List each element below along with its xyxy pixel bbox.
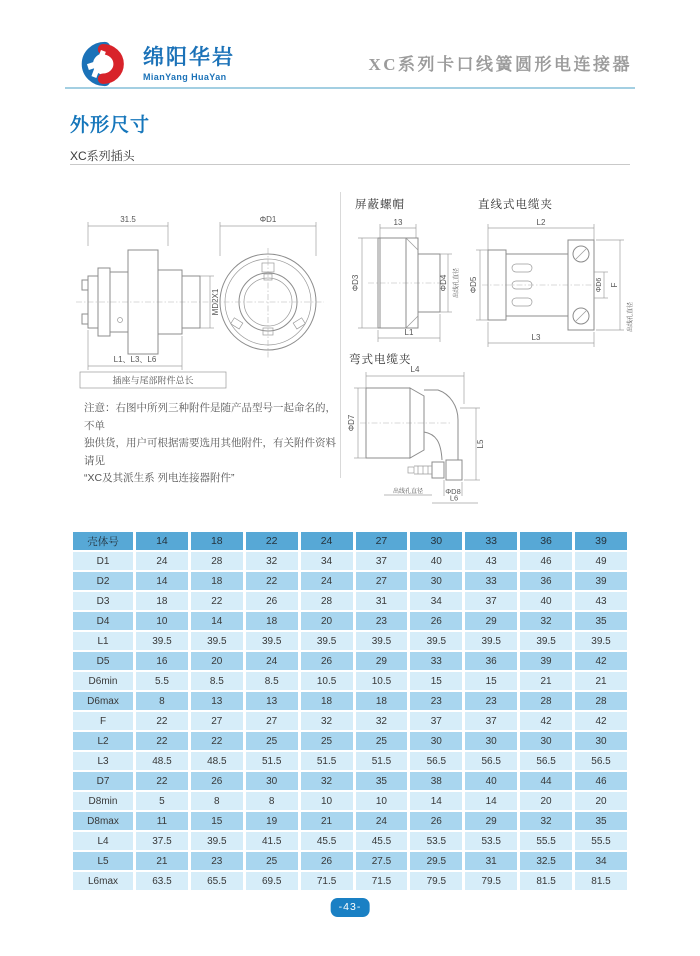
shield-nut-d4-dim: ΦD4	[439, 274, 448, 292]
dimensions-table-body	[73, 552, 627, 890]
value-cell: 32	[246, 552, 298, 570]
value-cell: 39.5	[575, 632, 627, 650]
value-cell: 21	[575, 672, 627, 690]
straight-clamp-hole-label: 出线孔直径	[628, 301, 634, 333]
value-cell: 31	[465, 852, 517, 870]
value-cell: 30	[246, 772, 298, 790]
value-cell: 40	[410, 552, 462, 570]
value-cell: 34	[301, 552, 353, 570]
value-cell: 25	[246, 852, 298, 870]
straight-clamp-drawing	[469, 218, 639, 353]
value-cell: 37.5	[136, 832, 188, 850]
value-cell: 49	[575, 552, 627, 570]
table-header-cell: 27	[356, 532, 408, 550]
value-cell: 51.5	[246, 752, 298, 770]
row-label-cell: D6max	[73, 692, 133, 710]
value-cell: 22	[191, 732, 243, 750]
table-header-cell: 14	[136, 532, 188, 550]
value-cell: 20	[520, 792, 572, 810]
table-row	[73, 692, 627, 710]
value-cell: 14	[136, 572, 188, 590]
value-cell: 22	[136, 732, 188, 750]
table-row	[73, 752, 627, 770]
value-cell: 33	[465, 572, 517, 590]
value-cell: 56.5	[410, 752, 462, 770]
value-cell: 39.5	[191, 832, 243, 850]
value-cell: 24	[136, 552, 188, 570]
value-cell: 32	[520, 812, 572, 830]
value-cell: 69.5	[246, 872, 298, 890]
value-cell: 43	[465, 552, 517, 570]
value-cell: 26	[410, 612, 462, 630]
value-cell: 28	[520, 692, 572, 710]
value-cell: 30	[410, 572, 462, 590]
value-cell: 22	[136, 772, 188, 790]
value-cell: 27	[356, 572, 408, 590]
shield-nut-hole-label: 出线孔直径	[454, 267, 460, 299]
value-cell: 42	[520, 712, 572, 730]
value-cell: 11	[136, 812, 188, 830]
table-row	[73, 832, 627, 850]
value-cell: 56.5	[520, 752, 572, 770]
bent-clamp-l4-dim: L4	[410, 365, 420, 374]
value-cell: 32	[301, 712, 353, 730]
value-cell: 40	[520, 592, 572, 610]
table-header-cell: 18	[191, 532, 243, 550]
value-cell: 40	[465, 772, 517, 790]
value-cell: 18	[301, 692, 353, 710]
value-cell: 27	[246, 712, 298, 730]
value-cell: 79.5	[410, 872, 462, 890]
value-cell: 25	[301, 732, 353, 750]
value-cell: 37	[465, 712, 517, 730]
value-cell: 39	[520, 652, 572, 670]
row-label-cell: L5	[73, 852, 133, 870]
straight-clamp-l2-dim: L2	[536, 218, 546, 227]
value-cell: 26	[301, 852, 353, 870]
value-cell: 29	[356, 652, 408, 670]
value-cell: 28	[191, 552, 243, 570]
value-cell: 16	[136, 652, 188, 670]
value-cell: 39.5	[246, 632, 298, 650]
table-header-cell: 33	[465, 532, 517, 550]
value-cell: 81.5	[520, 872, 572, 890]
table-header-cell: 22	[246, 532, 298, 550]
subtitle-divider	[70, 164, 630, 165]
value-cell: 53.5	[465, 832, 517, 850]
value-cell: 81.5	[575, 872, 627, 890]
row-label-cell: D4	[73, 612, 133, 630]
value-cell: 21	[301, 812, 353, 830]
value-cell: 8	[246, 792, 298, 810]
value-cell: 36	[520, 572, 572, 590]
bent-clamp-l6-dim: L6	[449, 493, 459, 503]
bent-clamp-title: 弯式电缆夹	[349, 354, 412, 366]
value-cell: 13	[246, 692, 298, 710]
value-cell: 21	[520, 672, 572, 690]
note-line-2: 独供货，用户可根据需要选用其他附件，有关附件资料请见	[84, 437, 336, 467]
table-row	[73, 592, 627, 610]
shield-nut-drawing	[350, 218, 472, 348]
value-cell: 35	[575, 612, 627, 630]
row-label-cell: D2	[73, 572, 133, 590]
company-logo	[70, 41, 235, 87]
table-row	[73, 872, 627, 890]
value-cell: 37	[410, 712, 462, 730]
value-cell: 30	[575, 732, 627, 750]
value-cell: 23	[465, 692, 517, 710]
table-row	[73, 792, 627, 810]
value-cell: 46	[575, 772, 627, 790]
value-cell: 15	[410, 672, 462, 690]
logo-text	[143, 46, 235, 82]
value-cell: 39.5	[356, 632, 408, 650]
table-header-cell: 36	[520, 532, 572, 550]
value-cell: 46	[520, 552, 572, 570]
section-title: 外形尺寸	[70, 115, 151, 136]
table-header-cell: 39	[575, 532, 627, 550]
value-cell: 53.5	[410, 832, 462, 850]
value-cell: 29	[465, 812, 517, 830]
value-cell: 10	[356, 792, 408, 810]
value-cell: 31	[356, 592, 408, 610]
value-cell: 20	[191, 652, 243, 670]
value-cell: 27.5	[356, 852, 408, 870]
value-cell: 26	[246, 592, 298, 610]
value-cell: 22	[191, 592, 243, 610]
value-cell: 71.5	[356, 872, 408, 890]
value-cell: 8	[136, 692, 188, 710]
value-cell: 23	[356, 612, 408, 630]
table-header-cell: 30	[410, 532, 462, 550]
value-cell: 15	[191, 812, 243, 830]
table-header-label-cell: 壳体号	[73, 532, 133, 550]
value-cell: 14	[465, 792, 517, 810]
value-cell: 32	[356, 712, 408, 730]
value-cell: 48.5	[136, 752, 188, 770]
value-cell: 20	[301, 612, 353, 630]
value-cell: 14	[191, 612, 243, 630]
value-cell: 22	[136, 712, 188, 730]
value-cell: 24	[246, 652, 298, 670]
dimensions-table	[70, 530, 630, 892]
table-row	[73, 672, 627, 690]
value-cell: 24	[356, 812, 408, 830]
row-label-cell: D7	[73, 772, 133, 790]
row-label-cell: F	[73, 712, 133, 730]
plug-thread-dim: MD2X1	[211, 288, 220, 316]
value-cell: 44	[520, 772, 572, 790]
value-cell: 8.5	[246, 672, 298, 690]
row-label-cell: L4	[73, 832, 133, 850]
value-cell: 30	[465, 732, 517, 750]
value-cell: 5	[136, 792, 188, 810]
value-cell: 39.5	[410, 632, 462, 650]
section-subtitle: XC系列插头	[70, 149, 135, 163]
plug-front-dia-dim: ΦD1	[259, 215, 277, 224]
table-row	[73, 812, 627, 830]
value-cell: 15	[465, 672, 517, 690]
value-cell: 37	[465, 592, 517, 610]
row-label-cell: D5	[73, 652, 133, 670]
value-cell: 35	[356, 772, 408, 790]
value-cell: 42	[575, 712, 627, 730]
bent-clamp-l5-dim: L5	[476, 439, 485, 449]
plug-width-dim: 31.5	[120, 215, 136, 224]
table-row	[73, 632, 627, 650]
row-label-cell: L3	[73, 752, 133, 770]
straight-clamp-title: 直线式电缆夹	[478, 199, 553, 211]
value-cell: 19	[246, 812, 298, 830]
value-cell: 32	[301, 772, 353, 790]
value-cell: 42	[575, 652, 627, 670]
value-cell: 22	[246, 572, 298, 590]
value-cell: 10.5	[301, 672, 353, 690]
value-cell: 21	[136, 852, 188, 870]
table-header-row	[73, 532, 627, 550]
value-cell: 63.5	[136, 872, 188, 890]
value-cell: 39.5	[301, 632, 353, 650]
value-cell: 18	[136, 592, 188, 610]
value-cell: 24	[301, 572, 353, 590]
shield-nut-l1-dim: L1	[404, 328, 414, 337]
value-cell: 25	[356, 732, 408, 750]
value-cell: 37	[356, 552, 408, 570]
bent-clamp-hole-label: 出线孔直径	[392, 489, 424, 495]
value-cell: 18	[191, 572, 243, 590]
logo-name-cn: 绵阳华岩	[143, 46, 235, 69]
value-cell: 39	[575, 572, 627, 590]
row-label-cell: L2	[73, 732, 133, 750]
value-cell: 39.5	[465, 632, 517, 650]
straight-clamp-f-dim: F	[610, 282, 619, 288]
value-cell: 13	[191, 692, 243, 710]
value-cell: 79.5	[465, 872, 517, 890]
value-cell: 34	[410, 592, 462, 610]
value-cell: 43	[575, 592, 627, 610]
note-line-3: “XC及其派生系 列电连接器附件”	[84, 472, 235, 484]
shield-nut-width-dim: 13	[393, 218, 403, 227]
value-cell: 10	[301, 792, 353, 810]
value-cell: 26	[410, 812, 462, 830]
value-cell: 10	[136, 612, 188, 630]
row-label-cell: L1	[73, 632, 133, 650]
value-cell: 51.5	[301, 752, 353, 770]
dimensions-table-head	[73, 532, 627, 550]
value-cell: 48.5	[191, 752, 243, 770]
value-cell: 14	[410, 792, 462, 810]
value-cell: 8	[191, 792, 243, 810]
value-cell: 56.5	[465, 752, 517, 770]
header-divider	[65, 87, 635, 89]
value-cell: 36	[465, 652, 517, 670]
shield-nut-title: 屏蔽螺帽	[355, 199, 405, 211]
value-cell: 8.5	[191, 672, 243, 690]
straight-clamp-d5-dim: ΦD5	[469, 276, 478, 294]
table-row	[73, 732, 627, 750]
value-cell: 30	[520, 732, 572, 750]
row-label-cell: D8max	[73, 812, 133, 830]
table-row	[73, 852, 627, 870]
plug-lengths-dim: L1、L3、L6	[113, 355, 157, 364]
value-cell: 29.5	[410, 852, 462, 870]
drawings-divider	[340, 192, 341, 478]
bent-clamp-d7-dim: ΦD7	[347, 414, 356, 432]
row-label-cell: L6max	[73, 872, 133, 890]
value-cell: 32.5	[520, 852, 572, 870]
value-cell: 55.5	[575, 832, 627, 850]
value-cell: 26	[191, 772, 243, 790]
table-row	[73, 572, 627, 590]
straight-clamp-l3-dim: L3	[531, 333, 541, 342]
value-cell: 35	[575, 812, 627, 830]
document-title: XC系列卡口线簧圆形电连接器	[368, 55, 632, 74]
value-cell: 23	[410, 692, 462, 710]
value-cell: 10.5	[356, 672, 408, 690]
value-cell: 28	[301, 592, 353, 610]
value-cell: 23	[191, 852, 243, 870]
logo-icon	[70, 41, 136, 87]
value-cell: 26	[301, 652, 353, 670]
row-label-cell: D3	[73, 592, 133, 610]
table-row	[73, 772, 627, 790]
value-cell: 20	[575, 792, 627, 810]
value-cell: 41.5	[246, 832, 298, 850]
table-row	[73, 712, 627, 730]
bent-clamp-d8-dim: ΦD8	[445, 487, 461, 496]
row-label-cell: D6min	[73, 672, 133, 690]
table-row	[73, 612, 627, 630]
value-cell: 30	[410, 732, 462, 750]
note-text	[84, 400, 340, 488]
value-cell: 45.5	[301, 832, 353, 850]
note-line-1: 注意：右图中所列三种附件是随产品型号一起命名的，不单	[84, 402, 336, 432]
page-number-badge: -43-	[331, 898, 370, 917]
value-cell: 18	[246, 612, 298, 630]
value-cell: 45.5	[356, 832, 408, 850]
plug-caption: 插座与尾部附件总长	[112, 375, 194, 386]
bent-clamp-drawing	[346, 364, 521, 506]
value-cell: 56.5	[575, 752, 627, 770]
value-cell: 18	[356, 692, 408, 710]
value-cell: 5.5	[136, 672, 188, 690]
value-cell: 25	[246, 732, 298, 750]
straight-clamp-d6-dim: ΦD6	[596, 277, 603, 293]
row-label-cell: D1	[73, 552, 133, 570]
value-cell: 71.5	[301, 872, 353, 890]
plug-drawing	[70, 210, 320, 392]
value-cell: 39.5	[520, 632, 572, 650]
table-row	[73, 552, 627, 570]
value-cell: 27	[191, 712, 243, 730]
value-cell: 29	[465, 612, 517, 630]
table-row	[73, 652, 627, 670]
logo-name-en: MianYang HuaYan	[143, 72, 227, 82]
value-cell: 39.5	[136, 632, 188, 650]
value-cell: 34	[575, 852, 627, 870]
table-header-cell: 24	[301, 532, 353, 550]
value-cell: 39.5	[191, 632, 243, 650]
row-label-cell: D8min	[73, 792, 133, 810]
value-cell: 33	[410, 652, 462, 670]
value-cell: 38	[410, 772, 462, 790]
value-cell: 32	[520, 612, 572, 630]
value-cell: 28	[575, 692, 627, 710]
value-cell: 55.5	[520, 832, 572, 850]
shield-nut-d3-dim: ΦD3	[351, 274, 360, 292]
value-cell: 51.5	[356, 752, 408, 770]
value-cell: 65.5	[191, 872, 243, 890]
